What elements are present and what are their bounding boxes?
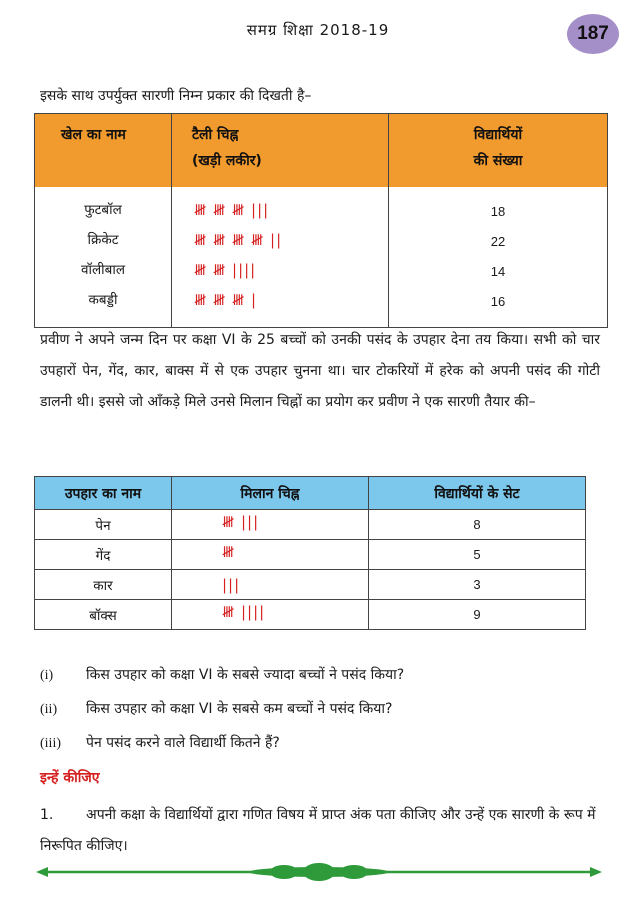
activity-text: अपनी कक्षा के विद्यार्थियों द्वारा गणित विषय में प्राप्त अंक पता कीजिए और उन्हें एक सारणी के रूप में निरूपित कीजिए। <box>40 807 596 854</box>
activity-item <box>40 800 596 862</box>
student-count: 14 <box>490 264 506 279</box>
question-text: किस उपहार को कक्षा VI के सबसे कम बच्चों ने पसंद किया? <box>86 701 393 717</box>
table-row-name: क्रिकेट <box>87 232 119 248</box>
gift-tally-table <box>34 476 586 630</box>
body-paragraph: प्रवीण ने अपने जन्म दिन पर कक्षा VI के 25 बच्चों को उनकी पसंद के उपहार देना तय किया। सभी को चार उपहारों पेन, गेंद, कार, बाक्स में से एक उपहार चुनना था। चार टोकरियों में हरेक को अपनी पसंद की गोटी डालनी थी। इससे जो आँकड़े मिले उनसे मिलान चिह्नों का प्रयोग कर प्रवीण ने एक सारणी तैयार की– <box>40 332 600 410</box>
decorative-divider <box>36 860 602 884</box>
student-count: 3 <box>369 570 586 600</box>
activity-heading: इन्हें कीजिए <box>40 770 100 786</box>
question-3 <box>40 733 280 752</box>
table-row <box>35 600 586 630</box>
col-count-line2: की संख्या <box>473 153 523 169</box>
gift-name: पेन <box>35 510 172 540</box>
col-gift-name: उपहार का नाम <box>35 477 172 510</box>
student-count: 8 <box>369 510 586 540</box>
tally-marks: 𝍸 <box>172 540 369 570</box>
col-tally-title: टैली चिह्न <box>192 127 239 143</box>
question-text: किस उपहार को कक्षा VI के सबसे ज्यादा बच्चों ने पसंद किया? <box>86 667 405 683</box>
sports-tally-table <box>34 113 608 328</box>
activity-number: 1. <box>40 807 54 823</box>
tally-marks: ||| <box>172 570 369 600</box>
student-count: 22 <box>490 234 506 249</box>
tally-marks: 𝍸 𝍸 |||| <box>194 261 257 279</box>
question-text: पेन पसंद करने वाले विद्यार्थी कितने हैं? <box>86 735 280 751</box>
tally-marks: 𝍸 𝍸 𝍸 𝍸 || <box>194 231 283 249</box>
tally-marks-cell <box>172 187 389 328</box>
tally-marks: 𝍸 ||| <box>172 510 369 540</box>
student-count: 18 <box>490 204 506 219</box>
gift-name: बॉक्स <box>35 600 172 630</box>
question-1 <box>40 665 404 684</box>
col-match-marks: मिलान चिह्न <box>172 477 369 510</box>
sport-names-cell <box>35 187 172 328</box>
col-student-sets: विद्यार्थियों के सेट <box>369 477 586 510</box>
student-count: 16 <box>490 294 506 309</box>
running-header: समग्र शिक्षा 2018-19 <box>246 21 390 39</box>
page-number-badge: 187 <box>567 14 619 54</box>
col-student-count <box>389 114 608 188</box>
table-row <box>35 510 586 540</box>
table-row <box>35 540 586 570</box>
table-row-name: कबड्डी <box>88 292 118 308</box>
table-row-name: फुटबॉल <box>84 202 122 218</box>
gift-name: कार <box>35 570 172 600</box>
tally-marks: 𝍸 𝍸 𝍸 ||| <box>194 201 270 219</box>
tally-marks: 𝍸 |||| <box>172 600 369 630</box>
col-tally-subtitle: (खड़ी लकीर) <box>192 153 262 169</box>
tally-marks: 𝍸 𝍸 𝍸 | <box>194 291 258 309</box>
student-count: 9 <box>369 600 586 630</box>
question-number: (iii) <box>40 736 61 751</box>
question-number: (i) <box>40 668 54 683</box>
question-2 <box>40 699 392 718</box>
counts-cell <box>389 187 608 328</box>
col-count-line1: विद्यार्थियों <box>473 127 523 143</box>
col-tally-marks <box>172 114 389 188</box>
table-row-name: वॉलीबाल <box>80 262 125 278</box>
intro-text: इसके साथ उपर्युक्त सारणी निम्न प्रकार की दिखती है– <box>40 88 312 104</box>
col-sport-name: खेल का नाम <box>35 114 172 188</box>
table-row <box>35 570 586 600</box>
question-number: (ii) <box>40 702 58 717</box>
gift-name: गेंद <box>35 540 172 570</box>
student-count: 5 <box>369 540 586 570</box>
